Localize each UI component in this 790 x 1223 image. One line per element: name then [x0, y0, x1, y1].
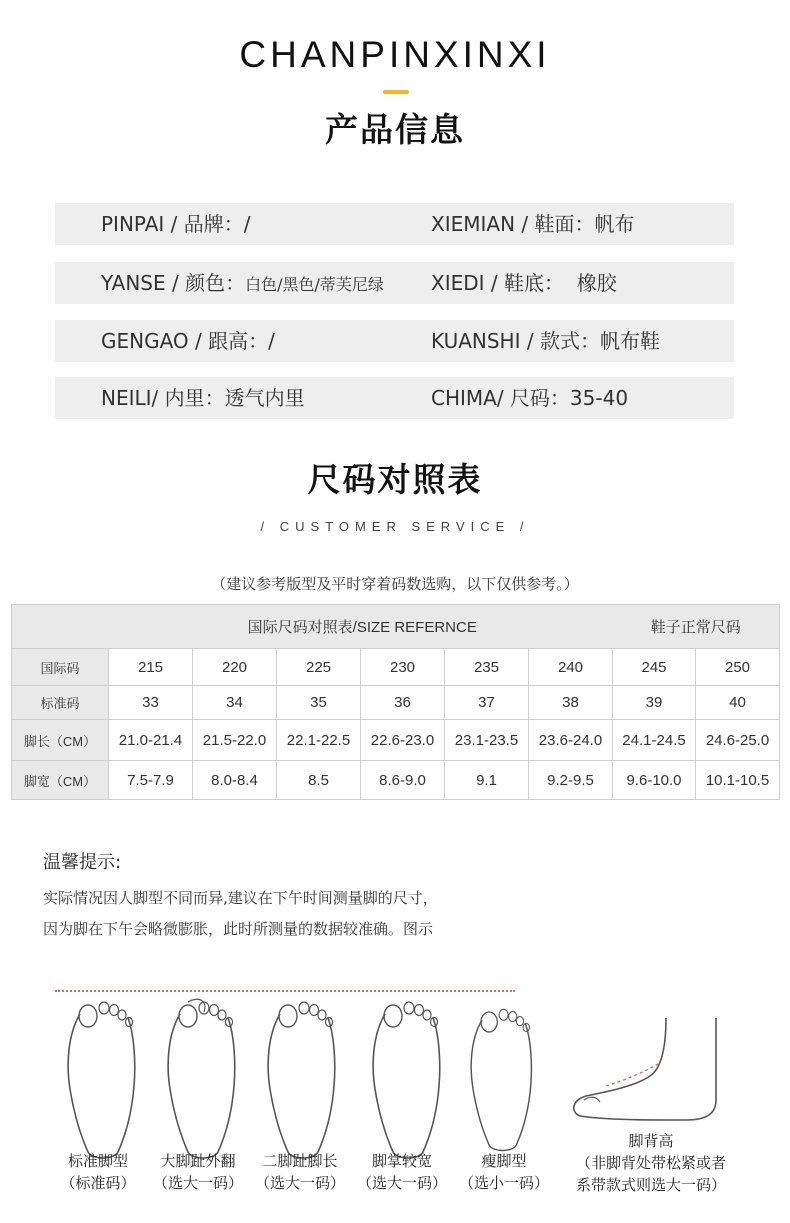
size-cell: 235: [445, 649, 529, 686]
size-cell: 230: [361, 649, 445, 686]
foot-type-standard: 标准脚型 （标准码）: [60, 1152, 136, 1192]
size-cell: 245: [613, 649, 696, 686]
size-cell: 36: [361, 686, 445, 720]
size-cell: 9.1: [445, 761, 529, 800]
size-cell: 9.6-10.0: [613, 761, 696, 800]
tips-line-2: 因为脚在下午会略微膨胀，此时所测量的数据较准确。图示: [43, 920, 434, 938]
size-cell: 225: [277, 649, 361, 686]
info-lining: NEILI/ 内里：透气内里: [101, 386, 305, 410]
size-cell: 37: [445, 686, 529, 720]
table-row: [12, 686, 780, 720]
info-sole: XIEDI / 鞋底： 橡胶: [431, 271, 617, 295]
wide-foot-icon: [360, 994, 450, 1164]
size-cell: 38: [529, 686, 613, 720]
info-row-lining: [55, 377, 734, 419]
size-cell: 240: [529, 649, 613, 686]
info-upper: XIEMIAN / 鞋面：帆布: [431, 212, 635, 236]
info-style: KUANSHI / 款式：帆布鞋: [431, 329, 660, 353]
foot-type-bunion: 大脚趾外翻 （选大一码）: [152, 1152, 243, 1192]
size-cell: 40: [696, 686, 780, 720]
tips-title: 温馨提示:: [43, 852, 122, 873]
long-second-toe-foot-icon: [258, 994, 342, 1164]
size-table-header-main: 国际尺码对照表/SIZE REFERNCE: [12, 605, 613, 649]
row-label: 脚长（CM）: [12, 720, 109, 761]
info-color-value: 白色/黑色/蒂芙尼绿: [245, 275, 384, 294]
size-cell: 33: [109, 686, 193, 720]
bunion-foot-icon: [158, 994, 242, 1164]
size-cell: 34: [193, 686, 277, 720]
table-row: [12, 720, 780, 761]
info-size-range: CHIMA/ 尺码：35-40: [431, 386, 629, 410]
size-cell: 39: [613, 686, 696, 720]
foot-type-long-second-toe: 二脚趾脚长 （选大一码）: [254, 1152, 345, 1192]
size-cell: 9.2-9.5: [529, 761, 613, 800]
size-cell: 22.6-23.0: [361, 720, 445, 761]
page-title-latin: CHANPINXINXI: [239, 34, 551, 75]
table-row: [12, 649, 780, 686]
customer-service-subtitle: / CUSTOMER SERVICE /: [260, 519, 530, 534]
info-row-heel: [55, 320, 734, 362]
toe-reference-line: [55, 990, 515, 992]
size-cell: 8.5: [277, 761, 361, 800]
foot-type-thin: 瘦脚型 （选小一码）: [458, 1152, 549, 1192]
size-cell: 21.5-22.0: [193, 720, 277, 761]
size-suggestion: （建议参考版型及平时穿着码数选购，以下仅供参考。）: [211, 575, 579, 593]
size-cell: 8.6-9.0: [361, 761, 445, 800]
size-cell: 23.6-24.0: [529, 720, 613, 761]
size-cell: 215: [109, 649, 193, 686]
info-color: [101, 262, 384, 306]
thin-foot-icon: [462, 994, 538, 1164]
foot-type-wide: 脚掌较宽 （选大一码）: [356, 1152, 447, 1192]
row-label: 标准码: [12, 686, 109, 720]
page-title-cn: 产品信息: [325, 110, 465, 149]
row-label: 国际码: [12, 649, 109, 686]
size-cell: 24.1-24.5: [613, 720, 696, 761]
size-cell: 250: [696, 649, 780, 686]
title-accent-bar: [383, 90, 409, 94]
size-table-header: [12, 605, 780, 649]
info-color-label: YANSE / 颜色：: [101, 271, 246, 295]
standard-foot-icon: [58, 994, 142, 1164]
size-cell: 10.1-10.5: [696, 761, 780, 800]
info-brand: PINPAI / 品牌：/: [101, 212, 251, 236]
size-chart-title: 尺码对照表: [307, 460, 483, 499]
size-cell: 8.0-8.4: [193, 761, 277, 800]
row-label: 脚宽（CM）: [12, 761, 109, 800]
table-row: [12, 761, 780, 800]
size-cell: 35: [277, 686, 361, 720]
size-cell: 24.6-25.0: [696, 720, 780, 761]
size-cell: 7.5-7.9: [109, 761, 193, 800]
size-cell: 21.0-21.4: [109, 720, 193, 761]
size-cell: 23.1-23.5: [445, 720, 529, 761]
size-table-header-side: 鞋子正常尺码: [613, 605, 780, 649]
info-row-brand: [55, 203, 734, 245]
foot-type-high-instep: 脚背高 （非脚背处带松紧或者 系带款式则选大一码）: [575, 1132, 726, 1194]
info-row-color: [55, 262, 734, 304]
size-table: [11, 604, 780, 800]
info-heel: GENGAO / 跟高：/: [101, 329, 275, 353]
tips-line-1: 实际情况因人脚型不同而异,建议在下午时间测量脚的尺寸，: [43, 889, 438, 907]
high-instep-foot-icon: [566, 1016, 726, 1126]
size-cell: 22.1-22.5: [277, 720, 361, 761]
size-cell: 220: [193, 649, 277, 686]
